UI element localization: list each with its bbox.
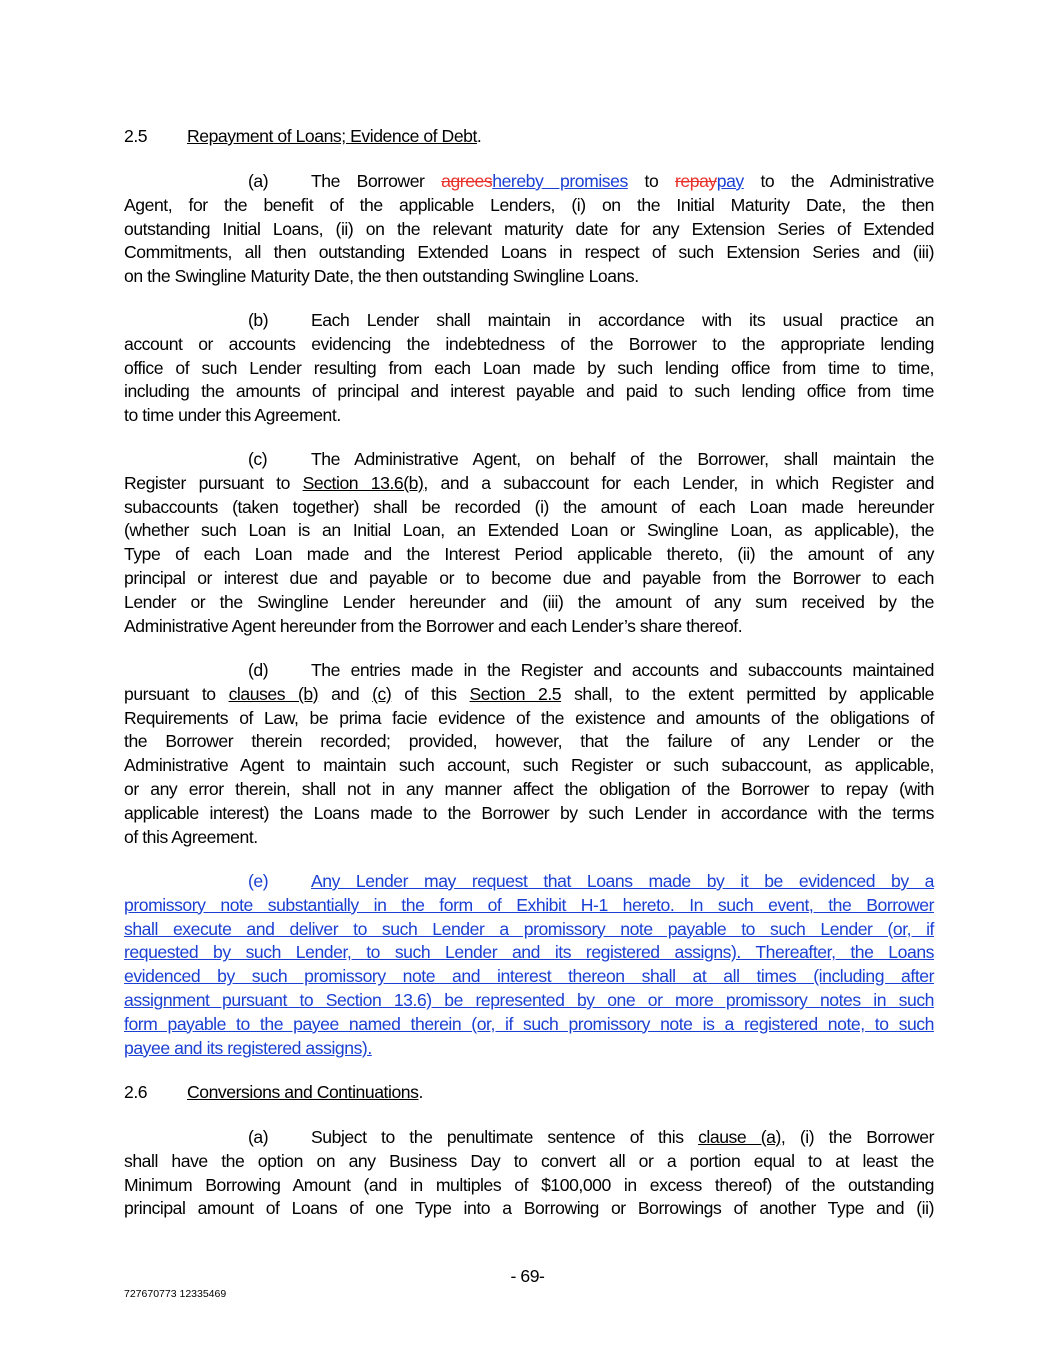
paragraph-first-line: (a) Subject to the penultimate sentence of this clause (a), (i) the Borrower — [124, 1126, 934, 1150]
section-title: Repayment of Loans; Evidence of Debt. — [187, 126, 482, 146]
paragraph-line: Administrative Agent hereunder from the Borrower and each Lender’s share thereof. — [124, 615, 743, 636]
paragraph-line: payee and its registered assigns). — [124, 1037, 372, 1058]
clause-cross-reference: clauses (b) — [228, 683, 319, 704]
paragraph-first-line: (c) The Administrative Agent, on behalf of the Borrower, shall maintain the — [124, 448, 934, 472]
paragraph-line: shall execute and deliver to such Lender a promissory note payable to such Lender (or, if — [124, 918, 934, 939]
paragraph-2-5-a — [124, 170, 934, 289]
document-id: 727670773 12335469 — [124, 1288, 227, 1300]
paragraph-line: Requirements of Law, be prima facie evidence of the existence and amounts of the obligations of — [124, 707, 934, 728]
paragraph-first-line: (a) The Borrower agreeshereby promises to repaypay to the Administrative — [124, 170, 934, 194]
paragraph-line: applicable interest) the Loans made to the Borrower by such Lender in accordance with the terms — [124, 802, 934, 823]
paragraph-line: assignment pursuant to Section 13.6) be represented by one or more promissory notes in such — [124, 989, 934, 1010]
paragraph-line: or any error therein, shall not in any manner affect the obligation of the Borrower to repay (with — [124, 778, 934, 799]
paragraph-2-5-b — [124, 309, 934, 428]
paragraph-2-5-c — [124, 448, 934, 638]
section-2-5-heading — [0, 125, 1055, 149]
paragraph-line: promissory note substantially in the form of Exhibit H-1 hereto. In such event, the Borrower — [124, 894, 934, 915]
paragraph-line: requested by such Lender, to such Lender and its registered assigns). Thereafter, the Loans — [124, 942, 934, 963]
paragraph-line: Commitments, all then outstanding Extended Loans in respect of such Extension Series and (iii) — [124, 242, 934, 263]
clause-label: (c) — [248, 449, 268, 469]
paragraph-line: including the amounts of principal and interest payable and paid to such lending office from time — [124, 381, 934, 402]
paragraph-2-6-a — [124, 1126, 934, 1221]
paragraph-line: the Borrower therein recorded; provided, however, that the failure of any Lender or the — [124, 731, 934, 752]
paragraph-2-5-e-inserted — [124, 870, 934, 1060]
paragraph-line: subaccounts (taken together) shall be recorded (i) the amount of each Loan made hereunder — [124, 496, 934, 517]
inserted-text: pay — [716, 171, 744, 191]
paragraph-line: pursuant to clauses (b) and (c) of this Section 2.5 shall, to the extent permitted by applicable — [124, 683, 934, 704]
paragraph-line: Type of each Loan made and the Interest Period applicable thereto, (ii) the amount of any — [124, 544, 934, 565]
paragraph-first-line: (d) The entries made in the Register and accounts and subaccounts maintained — [124, 659, 934, 683]
clause-label: (b) — [248, 310, 269, 330]
paragraph-line: Lender or the Swingline Lender hereunder and (iii) the amount of any sum received by the — [124, 591, 934, 612]
paragraph-line: Register pursuant to Section 13.6(b), and a subaccount for each Lender, in which Register and — [124, 472, 934, 493]
section-cross-reference: Section 13.6(b) — [302, 472, 424, 493]
clause-label: (e) — [248, 871, 269, 891]
clause-label: (a) — [248, 171, 269, 191]
paragraph-line: Minimum Borrowing Amount (and in multiples of $100,000 in excess thereof) of the outstanding — [124, 1174, 934, 1195]
paragraph-line: of this Agreement. — [124, 826, 258, 847]
paragraph-line: form payable to the payee named therein (or, if such promissory note is a registered note, to such — [124, 1013, 934, 1034]
section-title: Conversions and Continuations. — [187, 1082, 423, 1102]
section-2-6-heading — [0, 1081, 1055, 1105]
clause-cross-reference: clause (a) — [698, 1127, 781, 1147]
paragraph-line: outstanding Initial Loans, (ii) on the relevant maturity date for any Extension Series of Extended — [124, 218, 934, 239]
paragraph-line: Administrative Agent to maintain such account, such Register or such subaccount, as applicable, — [124, 755, 934, 776]
paragraph-first-line: (e) Any Lender may request that Loans made by it be evidenced by a — [124, 870, 934, 894]
paragraph-line: principal or interest due and payable or to become due and payable from the Borrower to each — [124, 567, 934, 588]
paragraph-line: Agent, for the benefit of the applicable Lenders, (i) on the Initial Maturity Date, the then — [124, 194, 934, 215]
paragraph-line: account or accounts evidencing the indebtedness of the Borrower to the appropriate lending — [124, 333, 934, 354]
paragraph-line: to time under this Agreement. — [124, 405, 341, 426]
paragraph-first-line: (b) Each Lender shall maintain in accordance with its usual practice an — [124, 309, 934, 333]
paragraph-line: on the Swingline Maturity Date, the then outstanding Swingline Loans. — [124, 266, 639, 287]
paragraph-line: evidenced by such promissory note and interest thereon shall at all times (including after — [124, 966, 934, 987]
deleted-text: agrees — [441, 171, 493, 191]
paragraph-line: office of such Lender resulting from each Loan made by such lending office from time to time, — [124, 357, 934, 378]
clause-cross-reference: (c) — [372, 683, 392, 704]
section-number: 2.5 — [124, 126, 148, 146]
inserted-text: hereby promises — [492, 171, 628, 191]
page-number: - 69- — [510, 1266, 545, 1286]
clause-label: (a) — [248, 1127, 269, 1147]
paragraph-line: principal amount of Loans of one Type into a Borrowing or Borrowings of another Type and (ii) — [124, 1198, 934, 1219]
paragraph-line: (whether such Loan is an Initial Loan, an Extended Loan or Swingline Loan, as applicable), the — [124, 520, 934, 541]
deleted-text: repay — [675, 171, 717, 191]
paragraph-2-5-d — [124, 659, 934, 849]
clause-label: (d) — [248, 660, 269, 680]
section-number: 2.6 — [124, 1082, 148, 1102]
section-cross-reference: Section 2.5 — [469, 683, 562, 704]
paragraph-line: shall have the option on any Business Day to convert all or a portion equal to at least the — [124, 1150, 934, 1171]
